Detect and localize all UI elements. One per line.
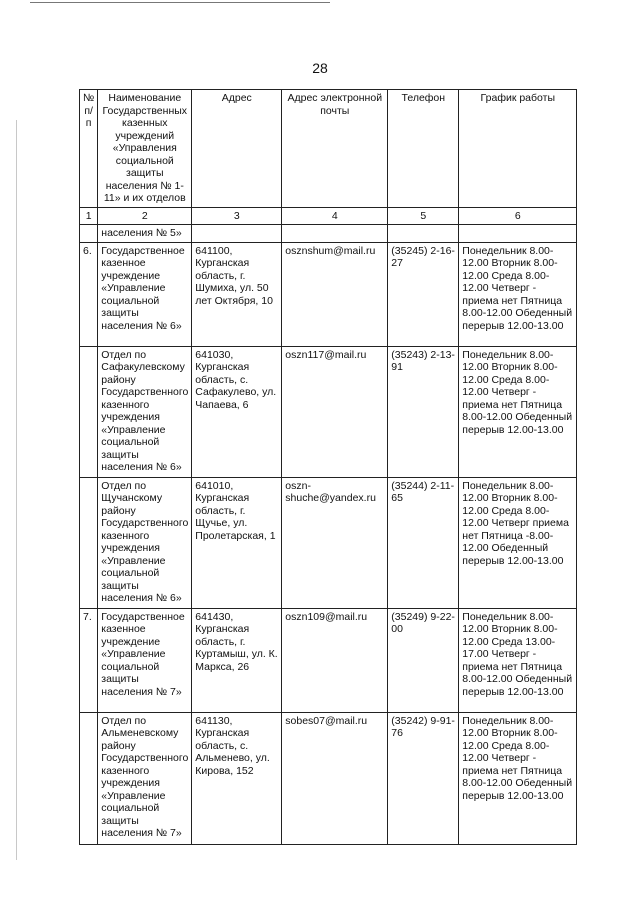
address: 641430, Курганская область, г. Куртамыш, ул. К. Маркса, 26 (192, 608, 282, 712)
header-schedule: График работы (459, 90, 577, 208)
institution-name: Отдел по Щучанскому району Государственного казенного учреждения «Управление социальной защиты населения № 6» (98, 477, 192, 608)
phone: (35245) 2-16-27 (388, 242, 459, 346)
table-row (80, 346, 577, 477)
schedule: Понедельник 8.00-12.00 Вторник 8.00-12.00 Среда 8.00-12.00 Четверг - приема нет Пятница 8.00-12.00 Обеденный перерыв 12.00-13.00 (459, 346, 577, 477)
schedule: Понедельник 8.00-12.00 Вторник 8.00-12.00 Среда 8.00-12.00 Четверг - приема нет Пятница 8.00-12.00 Обеденный перерыв 12.00-13.00 (459, 242, 577, 346)
header-name: Наименование Государственных казенных учреждений «Управления социальной защиты населения № 1-11» и их отделов (98, 90, 192, 208)
institution-name: Государственное казенное учреждение «Управление социальной защиты населения № 6» (98, 242, 192, 346)
continuation-row (80, 225, 577, 243)
scan-artifact-line (30, 2, 330, 3)
email: oszn117@mail.ru (282, 346, 388, 477)
email: osznshum@mail.ru (282, 242, 388, 346)
row-number: 6. (80, 242, 98, 346)
institution-name: Государственное казенное учреждение «Управление социальной защиты населения № 7» (98, 608, 192, 712)
email: oszn109@mail.ru (282, 608, 388, 712)
row-number (80, 712, 98, 844)
institutions-table (79, 89, 577, 845)
page-number: 28 (312, 60, 328, 76)
column-number: 6 (459, 207, 577, 225)
table-row (80, 608, 577, 712)
column-number: 4 (282, 207, 388, 225)
column-numbers-row (80, 207, 577, 225)
header-num: № п/п (80, 90, 98, 208)
continuation-text: населения № 5» (98, 225, 192, 243)
schedule: Понедельник 8.00-12.00 Вторник 8.00-12.00 Среда 13.00-17.00 Четверг - приема нет Пятница 8.00-12.00 Обеденный перерыв 12.00-13.00 (459, 608, 577, 712)
phone: (35242) 9-91-76 (388, 712, 459, 844)
table-row (80, 712, 577, 844)
header-email: Адрес электронной почты (282, 90, 388, 208)
header-address: Адрес (192, 90, 282, 208)
email: oszn-shuche@yandex.ru (282, 477, 388, 608)
address: 641100, Курганская область, г. Шумиха, ул. 50 лет Октября, 10 (192, 242, 282, 346)
table-row (80, 242, 577, 346)
row-number: 7. (80, 608, 98, 712)
column-number: 5 (388, 207, 459, 225)
column-number: 1 (80, 207, 98, 225)
address: 641010, Курганская область, г. Щучье, ул. Пролетарская, 1 (192, 477, 282, 608)
scan-margin-line (16, 120, 17, 860)
column-number: 2 (98, 207, 192, 225)
column-number: 3 (192, 207, 282, 225)
phone: (35249) 9-22-00 (388, 608, 459, 712)
header-phone: Телефон (388, 90, 459, 208)
email: sobes07@mail.ru (282, 712, 388, 844)
schedule: Понедельник 8.00-12.00 Вторник 8.00-12.00 Среда 8.00-12.00 Четверг приема нет Пятница -8.00-12.00 Обеденный перерыв 12.00-13.00 (459, 477, 577, 608)
address: 641130, Курганская область, с. Альменево, ул. Кирова, 152 (192, 712, 282, 844)
row-number (80, 346, 98, 477)
institution-name: Отдел по Альменевскому району Государственного казенного учреждения «Управление социальной защиты населения № 7» (98, 712, 192, 844)
row-number (80, 477, 98, 608)
phone: (35244) 2-11-65 (388, 477, 459, 608)
institution-name: Отдел по Сафакулевскому району Государственного казенного учреждения «Управление социальной защиты населения № 6» (98, 346, 192, 477)
table-row (80, 477, 577, 608)
address: 641030, Курганская область, с. Сафакулево, ул. Чапаева, 6 (192, 346, 282, 477)
phone: (35243) 2-13-91 (388, 346, 459, 477)
schedule: Понедельник 8.00-12.00 Вторник 8.00-12.00 Среда 8.00-12.00 Четверг - приема нет Пятница 8.00-12.00 Обеденный перерыв 12.00-13.00 (459, 712, 577, 844)
table-header-row (80, 90, 577, 208)
